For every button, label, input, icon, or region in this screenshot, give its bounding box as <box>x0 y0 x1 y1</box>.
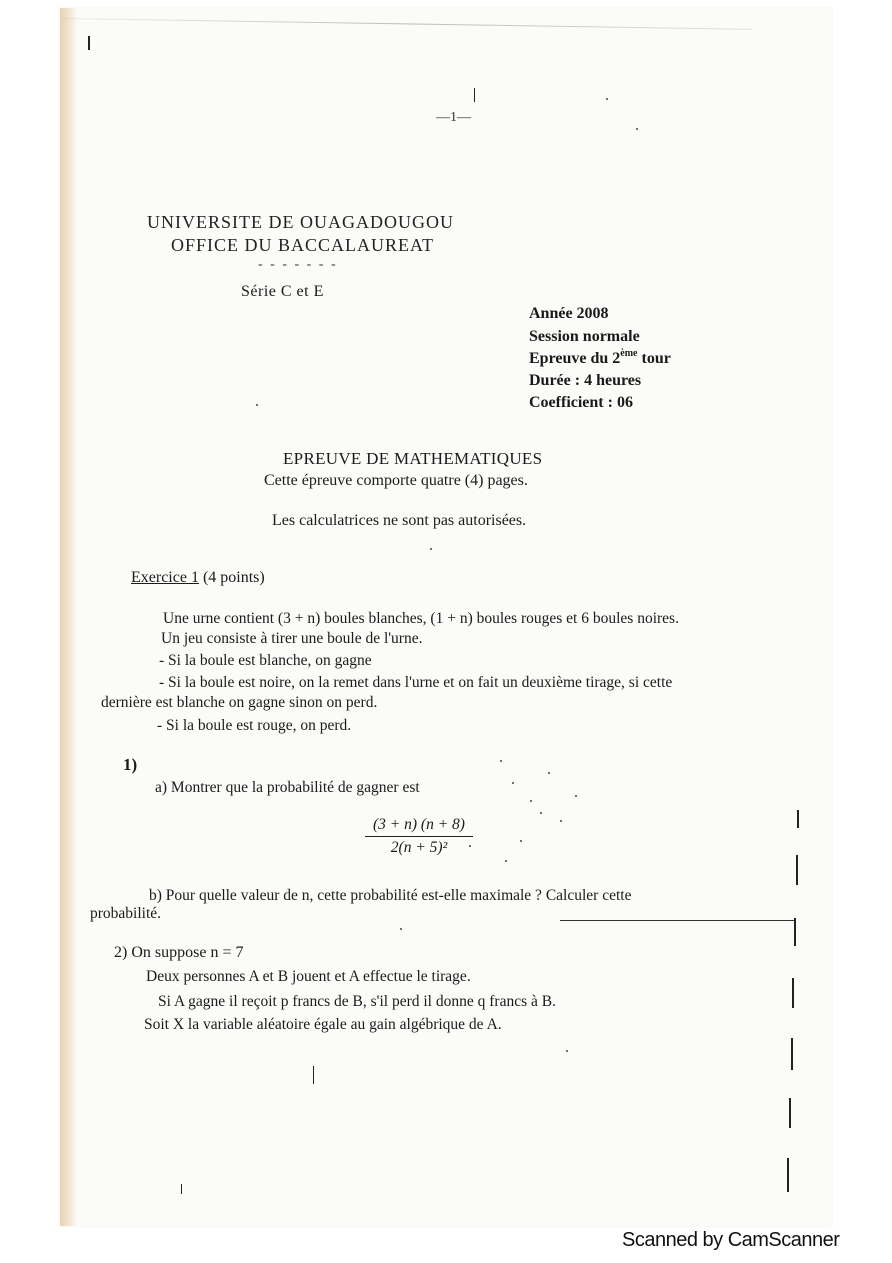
question-1b-continued: probabilité. <box>90 905 162 922</box>
question-2-line: Deux personnes A et B jouent et A effectue le tirage. <box>146 968 471 985</box>
scan-artifact-mark <box>794 918 796 946</box>
scan-speck <box>500 760 502 762</box>
page-edge-shadow <box>60 8 78 1226</box>
camscanner-watermark: Scanned by CamScanner <box>622 1229 840 1251</box>
exam-round <box>529 350 671 368</box>
question-1a: a) Montrer que la probabilité de gagner est <box>155 779 420 796</box>
scan-artifact-mark <box>796 855 798 885</box>
question-1-label: 1) <box>123 755 138 774</box>
scan-artifact-line <box>560 920 796 921</box>
scan-speck <box>575 795 577 797</box>
serie-label: Série C et E <box>241 283 324 300</box>
exercise-intro-line: dernière est blanche on gagne sinon on perd. <box>101 694 378 711</box>
question-1b: b) Pour quelle valeur de n, cette probabilité est-elle maximale ? Calculer cette <box>149 887 632 904</box>
exam-round-suffix: tour <box>637 350 671 367</box>
exercise-intro-line: - Si la boule est rouge, on perd. <box>157 717 352 734</box>
exercise-points: (4 points) <box>198 569 265 586</box>
scan-speck <box>400 928 402 930</box>
page-number: —1— <box>436 110 471 125</box>
question-2-label: 2) On suppose n = 7 <box>114 944 244 961</box>
exam-session: Session normale <box>529 328 640 345</box>
formula-numerator: (3 + n) (n + 8) <box>365 816 473 837</box>
scan-speck <box>512 782 514 784</box>
scan-artifact-mark <box>313 1066 314 1084</box>
office-name: OFFICE DU BACCALAUREAT <box>171 235 435 255</box>
formula-period: . <box>468 834 472 851</box>
scan-speck <box>560 820 562 822</box>
scan-speck <box>566 1050 568 1052</box>
university-name: UNIVERSITE DE OUAGADOUGOU <box>147 212 454 232</box>
exam-round-superscript: ème <box>620 348 638 359</box>
probability-formula <box>365 816 473 857</box>
scan-artifact-mark <box>789 1098 791 1128</box>
question-2-line: Si A gagne il reçoit p francs de B, s'il perd il donne q francs à B. <box>158 993 556 1010</box>
exercise-intro-line: Un jeu consiste à tirer une boule de l'urne. <box>161 630 423 647</box>
exam-duration: Durée : 4 heures <box>529 372 642 389</box>
scan-artifact-mark <box>181 1184 182 1194</box>
exam-year: Année 2008 <box>529 305 609 322</box>
scan-speck <box>540 812 542 814</box>
calculator-notice: Les calculatrices ne sont pas autorisées. <box>272 512 527 529</box>
scan-artifact-mark <box>791 1038 793 1070</box>
exercise-heading <box>131 569 265 587</box>
exercise-intro-line: - Si la boule est noire, on la remet dans l'urne et on fait un deuxième tirage, si cette <box>159 674 673 691</box>
exam-page-count: Cette épreuve comporte quatre (4) pages. <box>264 472 528 489</box>
exam-coefficient: Coefficient : 06 <box>529 394 633 411</box>
scan-artifact-mark <box>797 810 799 828</box>
scan-speck <box>430 548 432 550</box>
scan-speck <box>636 128 638 130</box>
exercise-intro-line: - Si la boule est blanche, on gagne <box>159 652 372 669</box>
scan-artifact-mark <box>88 36 90 50</box>
scan-speck <box>530 800 532 802</box>
exam-title: EPREUVE DE MATHEMATIQUES <box>283 449 543 468</box>
question-2-line: Soit X la variable aléatoire égale au gain algébrique de A. <box>144 1016 502 1033</box>
formula-denominator: 2(n + 5)² <box>390 839 448 856</box>
exam-round-prefix: Epreuve du 2 <box>529 350 621 367</box>
scan-speck <box>505 860 507 862</box>
scan-speck <box>520 840 522 842</box>
scan-speck <box>548 772 550 774</box>
exercise-intro-line: Une urne contient (3 + n) boules blanches, (1 + n) boules rouges et 6 boules noires. <box>163 610 679 627</box>
exercise-label: Exercice 1 <box>131 569 199 586</box>
scan-speck <box>256 404 258 406</box>
scan-artifact-mark <box>474 88 475 102</box>
scan-speck <box>606 98 608 100</box>
header-separator: - - - - - - - <box>258 257 338 272</box>
scan-artifact-mark <box>792 978 794 1008</box>
scan-artifact-mark <box>787 1158 789 1192</box>
